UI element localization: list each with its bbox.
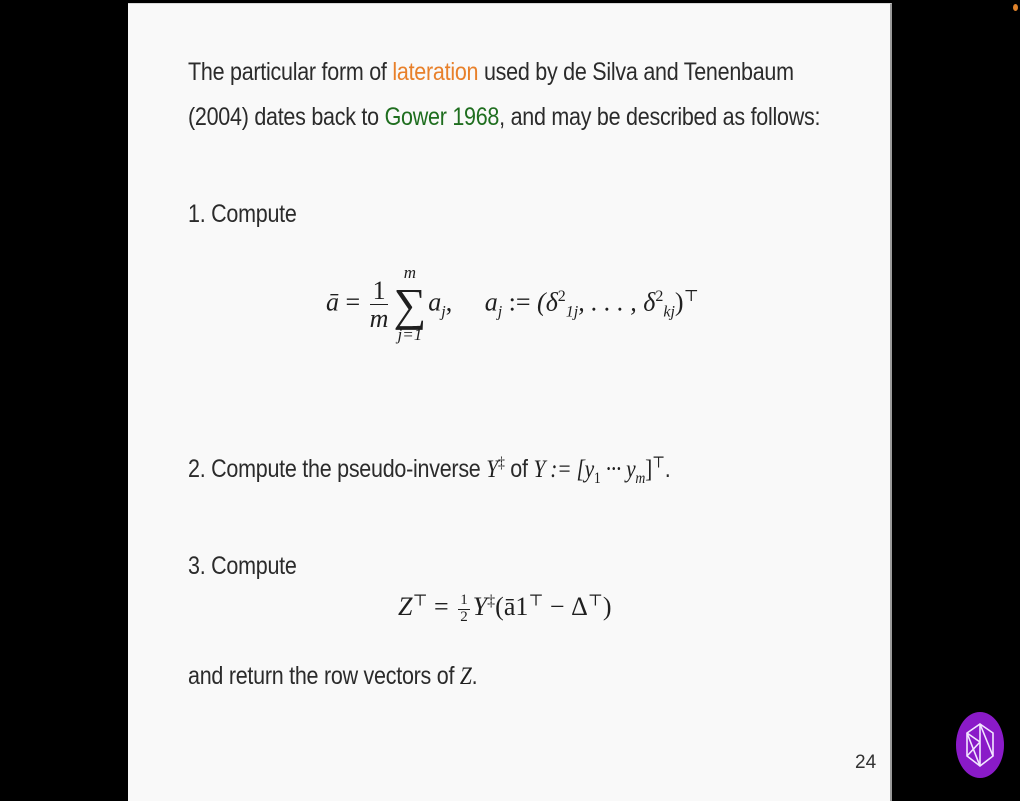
intro-line-2 [188,103,820,132]
hexagon-cube-logo-icon[interactable] [956,712,1004,778]
fraction-half [458,593,470,626]
fraction-1-over-m [370,277,389,333]
a-term: a [428,287,442,317]
step-number: 3. [188,552,206,580]
subscript: m [635,470,646,487]
intro-text: The particular form of [188,58,393,86]
intro-text: used by de Silva and Tenenbaum [478,58,794,86]
slide [128,3,892,801]
a-j: a [484,287,498,317]
matrix-def: := [y [545,456,594,483]
subscript: kj [663,303,675,321]
transpose-symbol: ⊤ [683,287,699,305]
sum-upper: m [403,263,416,282]
period: . [471,662,478,690]
equals: = [345,287,361,317]
transpose-symbol: ⊤ [652,454,665,472]
period: . [664,455,671,483]
denominator: 2 [460,608,468,625]
Z: Z [459,663,472,690]
numerator: 1 [460,591,468,608]
step-3 [188,552,297,581]
assign-op: := [508,287,531,317]
delta: (δ [537,287,558,317]
summation [393,264,426,345]
dagger: ‡ [497,454,505,472]
subscript: 1 [593,470,601,487]
close-paren: ) [674,287,684,317]
equation-z [398,592,612,625]
conclusion-text: and return the row vectors of [188,662,460,690]
recording-indicator-icon [1013,4,1018,11]
step-text: Compute [211,552,297,580]
comma: , [445,287,453,317]
lateration-highlight: lateration [392,58,479,86]
sum-lower: j=1 [397,325,423,345]
gower-citation-link[interactable]: Gower 1968 [384,103,500,131]
dagger: ‡ [487,592,496,610]
step-text: Compute [211,200,297,228]
minus-delta: − Δ [543,592,588,621]
subscript: j [441,303,446,321]
Y: Y [486,456,498,483]
transpose-symbol: ⊤ [412,592,428,610]
dots: ··· y [600,456,636,483]
subscript: j [497,303,503,321]
Z: Z [398,592,413,621]
intro-line-1 [188,58,794,87]
Y: Y [533,456,546,483]
page-number: 24 [855,752,877,773]
intro-text: (2004) dates back to [188,103,385,131]
transpose-symbol: ⊤ [528,592,544,610]
equals: = [427,592,456,621]
step-2 [188,454,671,487]
transpose-symbol: ⊤ [587,592,603,610]
superscript: 2 [557,287,566,305]
logo-glyph-icon [956,712,1004,778]
conclusion [188,662,477,691]
bracket: ] [645,456,653,483]
intro-text: , and may be described as follows: [499,103,821,131]
abar-one: (ā1 [495,592,529,621]
of-text: of [510,455,528,483]
superscript: 2 [655,287,664,305]
ellipsis-delta: , . . . , δ [578,287,656,317]
sigma-icon: ∑ [393,278,427,330]
abar: ā [326,287,339,317]
numerator: 1 [370,277,389,305]
step-1 [188,200,297,229]
equation-abar [326,264,699,345]
subscript: 1j [565,303,579,321]
step-number: 2. [188,455,206,483]
denominator: m [369,304,389,334]
step-number: 1. [188,200,206,228]
Y: Y [472,592,488,621]
close-paren: ) [602,592,612,621]
step-text: Compute the pseudo-inverse [211,455,481,483]
